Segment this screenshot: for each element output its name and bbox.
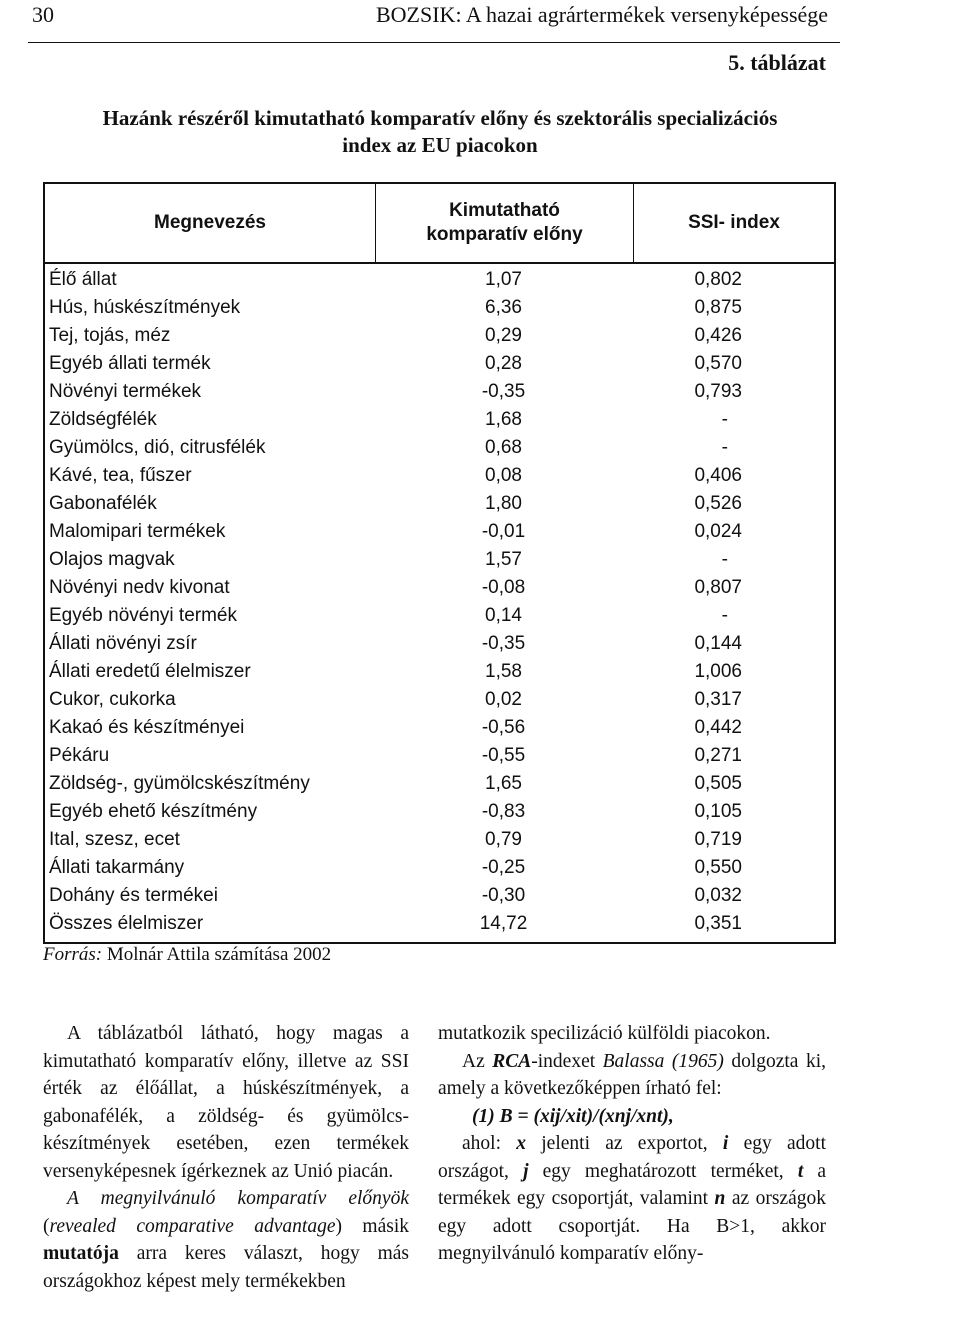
row-name-cell: Tej, tojás, méz (49, 325, 171, 346)
row-rca-cell: -0,35 (481, 633, 526, 654)
table-row (45, 686, 834, 714)
paragraph: A megnyilvánuló komparatív előnyök (revealed comparative advantage) másik mutatója arra keres választ, hogy más országokhoz képest mely termékekben (43, 1188, 409, 1292)
table-row (45, 294, 834, 322)
row-name-cell: Zöldség-, gyümölcskészítmény (49, 773, 310, 794)
table-row (45, 546, 834, 574)
paragraph: mutatkozik specilizáció külföldi piacokon. (438, 1023, 771, 1044)
row-ssi-cell: - (721, 437, 728, 458)
running-header (28, 0, 840, 43)
row-ssi-cell: 0,144 (694, 633, 742, 654)
paragraph: Az RCA-indexet Balassa (1965) dolgozta ki, amely a következőképpen írható fel: (438, 1050, 826, 1099)
table-row (45, 378, 834, 406)
row-rca-cell: -0,35 (481, 381, 526, 402)
row-name-cell: Állati növényi zsír (49, 633, 197, 654)
row-rca-cell: -0,08 (481, 577, 526, 598)
row-rca-cell: 0,29 (485, 325, 522, 346)
row-rca-cell: 1,57 (485, 549, 522, 570)
column-header-ssi: SSI- index (688, 212, 780, 233)
row-ssi-cell: 0,351 (694, 913, 742, 934)
row-ssi-cell: 0,807 (694, 577, 742, 598)
table-row (45, 910, 834, 938)
page-number: 30 (32, 2, 54, 27)
row-rca-cell: 1,07 (485, 269, 522, 290)
row-ssi-cell: 0,570 (694, 353, 742, 374)
data-table (43, 182, 836, 944)
row-name-cell: Egyéb állati termék (49, 353, 211, 374)
row-name-cell: Malomipari termékek (49, 521, 226, 542)
paragraph: A táblázatból látható, hogy magas a kimutatható komparatív előny, illetve az SSI érték az élőállat, a húskészítmények, a gabonafélék, a zöldség- és gyümölcs-készítmények esetében, ezen termékek versenyképesnek ígérkeznek az Unió piacán. (43, 1023, 409, 1182)
table-row (45, 434, 834, 462)
table-row (45, 882, 834, 910)
table-row (45, 854, 834, 882)
row-ssi-cell: - (721, 409, 728, 430)
row-rca-cell: -0,56 (481, 717, 526, 738)
table-row (45, 350, 834, 378)
column-header-name: Megnevezés (45, 184, 376, 262)
row-rca-cell: 1,80 (485, 493, 522, 514)
table-row (45, 602, 834, 630)
table-row (45, 630, 834, 658)
row-ssi-cell: 0,032 (694, 885, 742, 906)
table-row (45, 658, 834, 686)
row-name-cell: Élő állat (49, 269, 117, 290)
row-ssi-cell: 0,505 (694, 773, 742, 794)
row-rca-cell: -0,83 (481, 801, 526, 822)
row-rca-cell: 0,68 (485, 437, 522, 458)
row-rca-cell: 6,36 (485, 297, 522, 318)
table-row (45, 742, 834, 770)
body-column-right (438, 1020, 826, 1268)
row-ssi-cell: 0,719 (694, 829, 742, 850)
row-ssi-cell: 0,105 (694, 801, 742, 822)
table-row (45, 462, 834, 490)
table-row (45, 714, 834, 742)
row-name-cell: Gabonafélék (49, 493, 157, 514)
row-rca-cell: -0,25 (481, 857, 526, 878)
formula: (1) B = (xij/xit)/(xnj/xnt), (472, 1105, 674, 1127)
table-row (45, 770, 834, 798)
table-row (45, 574, 834, 602)
table-row (45, 518, 834, 546)
row-ssi-cell: 0,024 (694, 521, 742, 542)
row-name-cell: Növényi termékek (49, 381, 202, 402)
row-ssi-cell: 0,526 (694, 493, 742, 514)
source-text: Molnár Attila számítása 2002 (106, 944, 332, 965)
table-title-line-2: index az EU piacokon (342, 133, 538, 157)
row-name-cell: Zöldségfélék (49, 409, 157, 430)
row-ssi-cell: 0,426 (694, 325, 742, 346)
row-ssi-cell: 0,406 (694, 465, 742, 486)
table-row (45, 826, 834, 854)
table-row (45, 490, 834, 518)
table-label: 5. táblázat (728, 50, 826, 75)
row-ssi-cell: 0,802 (694, 269, 742, 290)
row-rca-cell: 0,02 (485, 689, 522, 710)
row-ssi-cell: 0,442 (694, 717, 742, 738)
row-rca-cell: 0,14 (485, 605, 522, 626)
column-header-advantage: Kimutatható komparatív előny (376, 184, 634, 262)
row-name-cell: Összes élelmiszer (49, 913, 204, 934)
row-rca-cell: -0,55 (481, 745, 526, 766)
table-row (45, 322, 834, 350)
table-row (45, 798, 834, 826)
row-name-cell: Hús, húskészítmények (49, 297, 241, 318)
row-ssi-cell: 1,006 (694, 661, 742, 682)
row-rca-cell: 1,68 (485, 409, 522, 430)
row-name-cell: Olajos magvak (49, 549, 175, 570)
row-rca-cell: 0,79 (485, 829, 522, 850)
row-ssi-cell: 0,793 (694, 381, 742, 402)
row-rca-cell: 1,65 (485, 773, 522, 794)
source-label: Forrás: (43, 944, 103, 965)
row-rca-cell: 1,58 (485, 661, 522, 682)
table-row (45, 266, 834, 294)
row-name-cell: Állati eredetű élelmiszer (49, 661, 251, 682)
row-name-cell: Állati takarmány (49, 857, 185, 878)
row-name-cell: Gyümölcs, dió, citrusfélék (49, 437, 266, 458)
table-title (40, 105, 840, 159)
row-name-cell: Egyéb ehető készítmény (49, 801, 258, 822)
running-title: BOZSIK: A hazai agrártermékek versenyképessége (376, 2, 829, 27)
row-name-cell: Dohány és termékei (49, 885, 218, 906)
row-ssi-cell: - (721, 605, 728, 626)
row-rca-cell: 14,72 (479, 913, 528, 934)
row-ssi-cell: 0,550 (694, 857, 742, 878)
row-rca-cell: 0,08 (485, 465, 522, 486)
row-rca-cell: -0,30 (481, 885, 526, 906)
row-ssi-cell: - (721, 549, 728, 570)
row-rca-cell: -0,01 (481, 521, 526, 542)
table-body (45, 264, 834, 942)
row-name-cell: Egyéb növényi termék (49, 605, 237, 626)
row-name-cell: Kávé, tea, fűszer (49, 465, 192, 486)
row-name-cell: Ital, szesz, ecet (49, 829, 180, 850)
row-ssi-cell: 0,271 (694, 745, 742, 766)
row-name-cell: Kakaó és készítményei (49, 717, 245, 738)
row-name-cell: Pékáru (49, 745, 110, 766)
body-column-left (43, 1020, 409, 1295)
row-name-cell: Cukor, cukorka (49, 689, 176, 710)
source-note (43, 944, 331, 966)
table-title-line-1: Hazánk részéről kimutatható komparatív előny és szektorális specializációs (102, 106, 778, 130)
paragraph: ahol: x jelenti az exportot, i egy adott országot, j egy meghatározott terméket, t a termékek egy csoportját, valamint n az országok egy adott csoportját. Ha B>1, akkor megnyilvánuló komparatív előny- (438, 1133, 827, 1264)
table-row (45, 406, 834, 434)
row-name-cell: Növényi nedv kivonat (49, 577, 230, 598)
table-header-row (45, 184, 834, 264)
row-rca-cell: 0,28 (485, 353, 522, 374)
row-ssi-cell: 0,317 (694, 689, 742, 710)
row-ssi-cell: 0,875 (694, 297, 742, 318)
